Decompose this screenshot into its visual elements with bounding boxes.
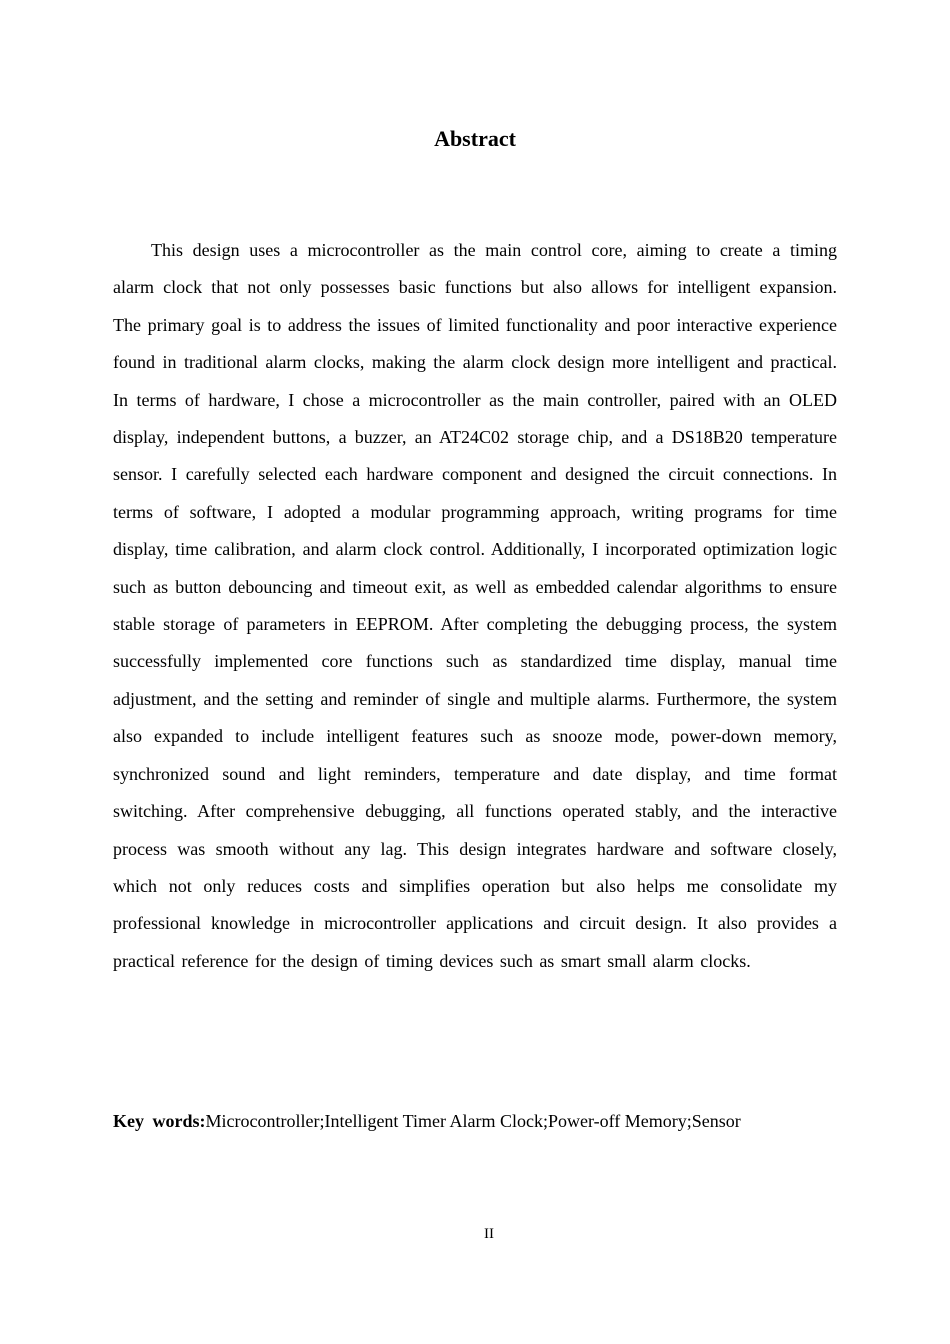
abstract-body: This design uses a microcontroller as the main control core, aiming to create a timing alarm clock that not only possesses basic functions but also allows for intelligent expansion. The primary goal is to address the issues of limited functionality and poor interactive experience found in traditional alarm clocks, making the alarm clock design more intelligent and practical. In terms of hardware, I chose a microcontroller as the main controller, paired with an OLED display, independent buttons, a buzzer, an AT24C02 storage chip, and a DS18B20 temperature sensor. I carefully selected each hardware component and designed the circuit connections. In terms of software, I adopted a modular programming approach, writing programs for time display, time calibration, and alarm clock control. Additionally, I incorporated optimization logic such as button debouncing and timeout exit, as well as embedded calendar algorithms to ensure stable storage of parameters in EEPROM. After completing the debugging process, the system successfully implemented core functions such as standardized time display, manual time adjustment, and the setting and reminder of single and multiple alarms. Furthermore, the system also expanded to include intelligent features such as snooze mode, power-down memory, synchronized sound and light reminders, temperature and date display, and time format switching. After comprehensive debugging, all functions operated stably, and the interactive process was smooth without any lag. This design integrates hardware and software closely, which not only reduces costs and simplifies operation but also helps me consolidate my professional knowledge in microcontroller applications and circuit design. It also provides a practical reference for the design of timing devices such as smart small alarm clocks. [113, 240, 837, 971]
keywords-label: Key words: [113, 1111, 206, 1131]
keywords-line [113, 1106, 873, 1136]
abstract-title: Abstract [434, 126, 516, 151]
keywords-text: Microcontroller;Intelligent Timer Alarm Clock;Power-off Memory;Sensor [205, 1111, 741, 1131]
page-number: II [484, 1226, 494, 1242]
